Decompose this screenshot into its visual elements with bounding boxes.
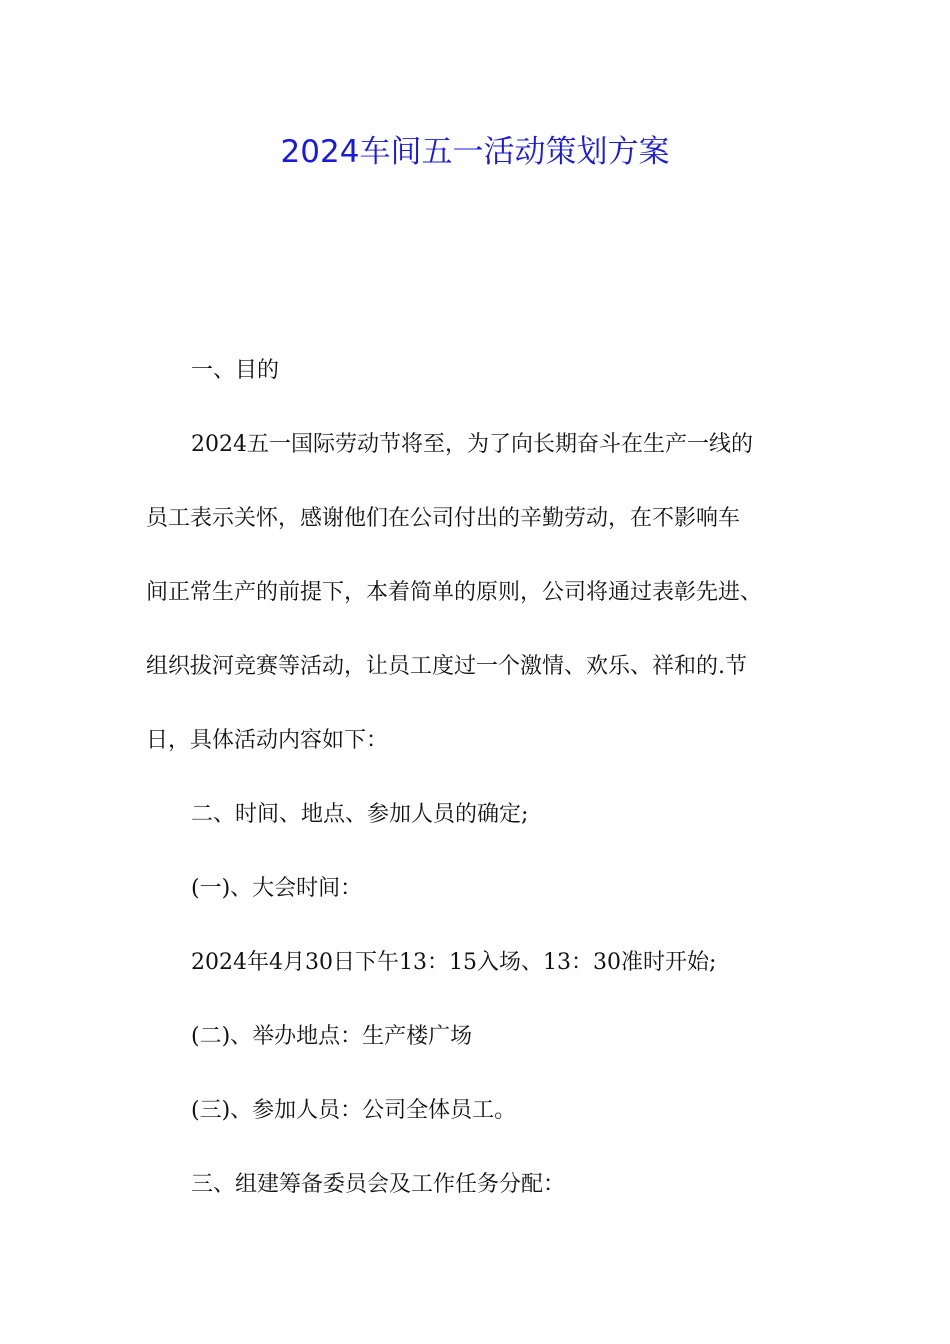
meeting-time-detail: 2024年4月30日下午13：15入场、13：30准时开始; (191, 950, 717, 975)
paragraph-line: 间正常生产的前提下，本着简单的原则，公司将通过表彰先进、 (146, 580, 763, 605)
paragraph-line: 日，具体活动内容如下： (146, 728, 389, 753)
paragraph-line: 2024五一国际劳动节将至，为了向长期奋斗在生产一线的 (191, 432, 753, 457)
paragraph-line: 员工表示关怀，感谢他们在公司付出的辛勤劳动，在不影响车 (146, 506, 741, 531)
section-heading-time-place: 二、时间、地点、参加人员的确定; (191, 802, 529, 827)
subsection-meeting-time: (一)、大会时间： (191, 876, 363, 901)
paragraph-line: 组织拔河竞赛等活动，让员工度过一个激情、欢乐、祥和的.节 (146, 654, 747, 679)
document-title: 2024车间五一活动策划方案 (280, 134, 670, 170)
subsection-venue: (二)、举办地点：生产楼广场 (191, 1024, 473, 1049)
subsection-participants: (三)、参加人员：公司全体员工。 (191, 1098, 517, 1123)
section-heading-committee: 三、组建筹备委员会及工作任务分配： (191, 1172, 566, 1197)
section-heading-purpose: 一、目的 (191, 358, 280, 383)
document-body (146, 334, 826, 1222)
